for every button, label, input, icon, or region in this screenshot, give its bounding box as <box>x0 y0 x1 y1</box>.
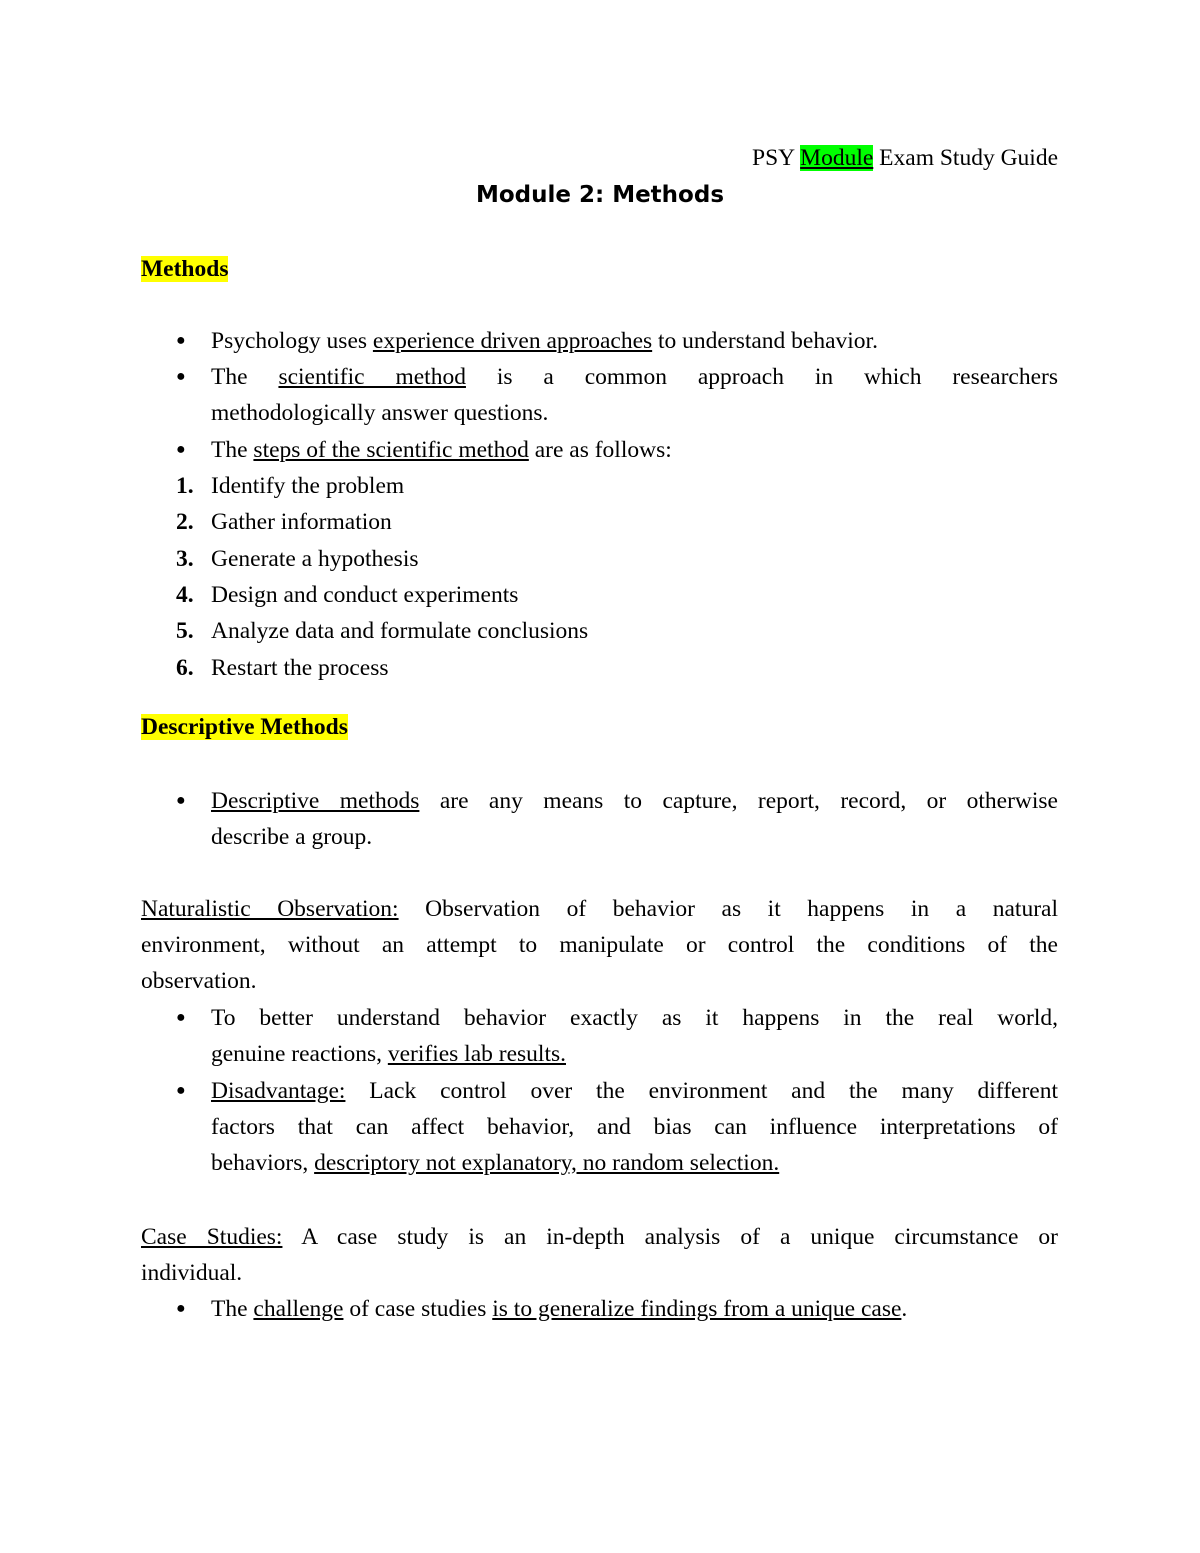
underlined-term: experience driven approaches <box>372 328 653 354</box>
underlined-term: verifies lab results. <box>387 1041 566 1067</box>
naturalistic-bullet-1-line-1: To better understand behavior exactly as it happens in the real world, <box>211 1005 1058 1031</box>
step-number: 1. <box>176 473 194 499</box>
case-bullet-1 <box>211 1293 907 1325</box>
heading-methods-text: Methods <box>141 256 229 282</box>
text-run: are any means to capture, report, record, or otherwise <box>419 788 1058 814</box>
underlined-term: descriptory not explanatory, no random selection. <box>314 1150 780 1176</box>
text-run: The <box>211 437 254 463</box>
naturalistic-line-1 <box>141 893 1058 925</box>
step-number: 3. <box>176 546 194 572</box>
descriptive-bullet-line-1 <box>211 785 1058 817</box>
page-title: Module 2: Methods <box>475 182 725 208</box>
underlined-term: steps of the scientific method <box>253 437 529 463</box>
step-text: Analyze data and formulate conclusions <box>211 618 589 644</box>
header-highlight: Module <box>800 145 874 171</box>
step-text: Generate a hypothesis <box>211 546 419 572</box>
bullet-icon: ● <box>176 368 186 385</box>
naturalistic-bullet-2-line-2: factors that can affect behavior, and bias can influence interpretations of <box>211 1114 1058 1140</box>
text-run: . <box>901 1296 908 1322</box>
bullet-icon: ● <box>176 792 186 809</box>
page-header <box>752 142 1058 174</box>
section-heading-methods <box>141 253 228 285</box>
text-run: The <box>211 364 279 390</box>
descriptive-bullet-line-2: describe a group. <box>211 824 373 850</box>
naturalistic-label: Naturalistic Observation: <box>141 896 399 922</box>
bullet-icon: ● <box>176 332 186 349</box>
text-run: of case studies <box>343 1296 493 1322</box>
text-run: A case study is an in-depth analysis of a unique circumstance or <box>282 1224 1058 1250</box>
underlined-term: challenge <box>253 1296 344 1322</box>
text-run: Lack control over the environment and the many different <box>345 1078 1058 1104</box>
naturalistic-bullet-2-line-1 <box>211 1075 1058 1107</box>
step-number: 5. <box>176 618 194 644</box>
case-line-1 <box>141 1221 1058 1253</box>
text-run: Observation of behavior as it happens in a natural <box>398 896 1058 922</box>
header-prefix: PSY <box>752 145 801 171</box>
step-text: Design and conduct experiments <box>211 582 519 608</box>
step-number: 2. <box>176 509 194 535</box>
underlined-term: Descriptive methods <box>211 788 420 814</box>
section-heading-descriptive <box>141 711 348 743</box>
underlined-term: Disadvantage: <box>211 1078 346 1104</box>
header-suffix: Exam Study Guide <box>873 145 1058 171</box>
bullet-icon: ● <box>176 1009 186 1026</box>
case-line-2: individual. <box>141 1260 243 1286</box>
text-run: is a common approach in which researchers <box>465 364 1059 390</box>
methods-bullet-2-line-1 <box>211 361 1058 393</box>
methods-bullet-2-line-2: methodologically answer questions. <box>211 400 549 426</box>
naturalistic-line-3: observation. <box>141 968 257 994</box>
text-run: behaviors, <box>211 1150 315 1176</box>
step-number: 6. <box>176 655 194 681</box>
bullet-icon: ● <box>176 441 186 458</box>
bullet-icon: ● <box>176 1300 186 1317</box>
text-run: genuine reactions, <box>211 1041 388 1067</box>
underlined-term: is to generalize findings from a unique case <box>492 1296 902 1322</box>
naturalistic-bullet-2-line-3 <box>211 1147 779 1179</box>
text-run: to understand behavior. <box>652 328 878 354</box>
case-label: Case Studies: <box>141 1224 283 1250</box>
methods-bullet-3 <box>211 434 672 466</box>
methods-bullet-1 <box>211 325 878 357</box>
step-number: 4. <box>176 582 194 608</box>
bullet-icon: ● <box>176 1082 186 1099</box>
text-run: The <box>211 1296 254 1322</box>
step-text: Gather information <box>211 509 392 535</box>
text-run: Psychology uses <box>211 328 373 354</box>
heading-descriptive-text: Descriptive Methods <box>141 714 348 740</box>
step-text: Restart the process <box>211 655 389 681</box>
naturalistic-bullet-1-line-2 <box>211 1038 566 1070</box>
step-text: Identify the problem <box>211 473 405 499</box>
text-run: are as follows: <box>528 437 672 463</box>
underlined-term: scientific method <box>278 364 466 390</box>
naturalistic-line-2: environment, without an attempt to manipulate or control the conditions of the <box>141 932 1058 958</box>
